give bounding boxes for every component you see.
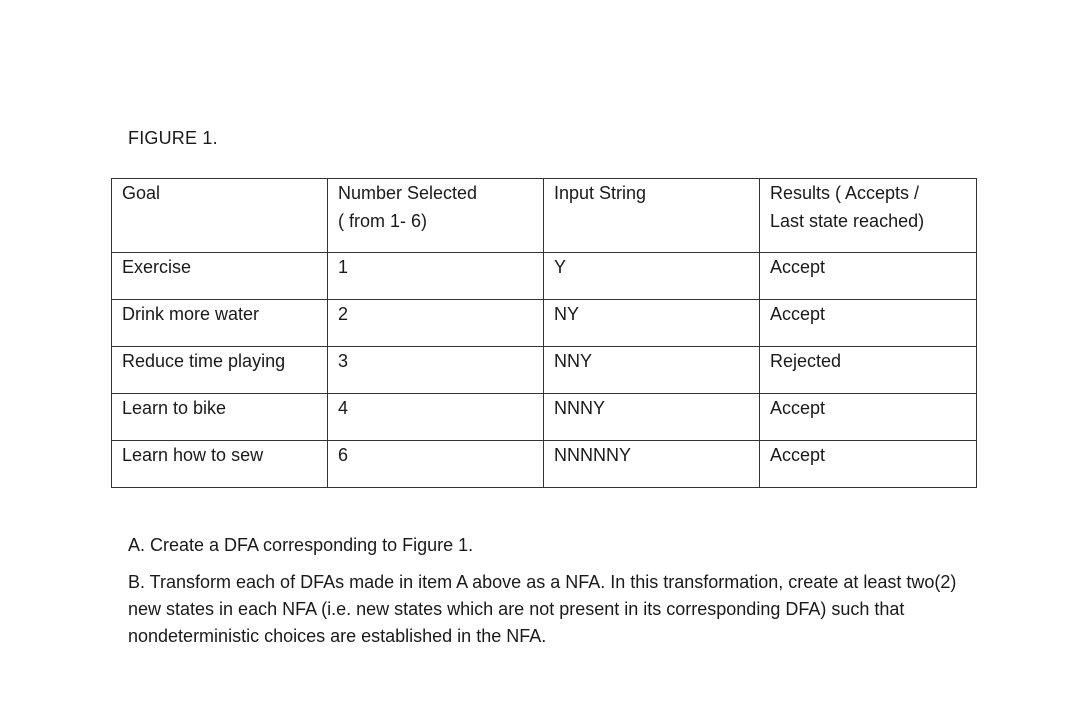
question-b: B. Transform each of DFAs made in item A above as a NFA. In this transformation, create at least two(2) new states in each NFA (i.e. new states which are not present in its corresponding DFA) such that nondeterministic choices are established in the NFA. [128, 572, 957, 646]
cell-result: Accept [760, 253, 977, 300]
cell-input: Y [544, 253, 760, 300]
header-goal: Goal [112, 179, 328, 253]
header-input-string: Input String [544, 179, 760, 253]
cell-goal: Learn to bike [112, 394, 328, 441]
cell-goal: Learn how to sew [112, 441, 328, 488]
header-number-selected: Number Selected ( from 1- 6) [328, 179, 544, 253]
cell-number: 3 [328, 347, 544, 394]
table-row [112, 300, 977, 347]
cell-goal: Exercise [112, 253, 328, 300]
cell-number: 4 [328, 394, 544, 441]
cell-result: Accept [760, 441, 977, 488]
table-row [112, 253, 977, 300]
cell-number: 1 [328, 253, 544, 300]
cell-input: NY [544, 300, 760, 347]
table-row [112, 347, 977, 394]
cell-result: Accept [760, 300, 977, 347]
cell-goal: Reduce time playing [112, 347, 328, 394]
header-results: Results ( Accepts / Last state reached) [760, 179, 977, 253]
question-a: A. Create a DFA corresponding to Figure 1. [128, 535, 474, 555]
cell-result: Rejected [760, 347, 977, 394]
cell-input: NNNNNY [544, 441, 760, 488]
table-header-row [112, 179, 977, 253]
cell-goal: Drink more water [112, 300, 328, 347]
figure-label: FIGURE 1. [128, 128, 218, 148]
cell-number: 2 [328, 300, 544, 347]
cell-result: Accept [760, 394, 977, 441]
cell-number: 6 [328, 441, 544, 488]
table-row [112, 394, 977, 441]
table-row [112, 441, 977, 488]
cell-input: NNNY [544, 394, 760, 441]
cell-input: NNY [544, 347, 760, 394]
goals-table [111, 178, 977, 488]
questions-section [128, 532, 968, 660]
